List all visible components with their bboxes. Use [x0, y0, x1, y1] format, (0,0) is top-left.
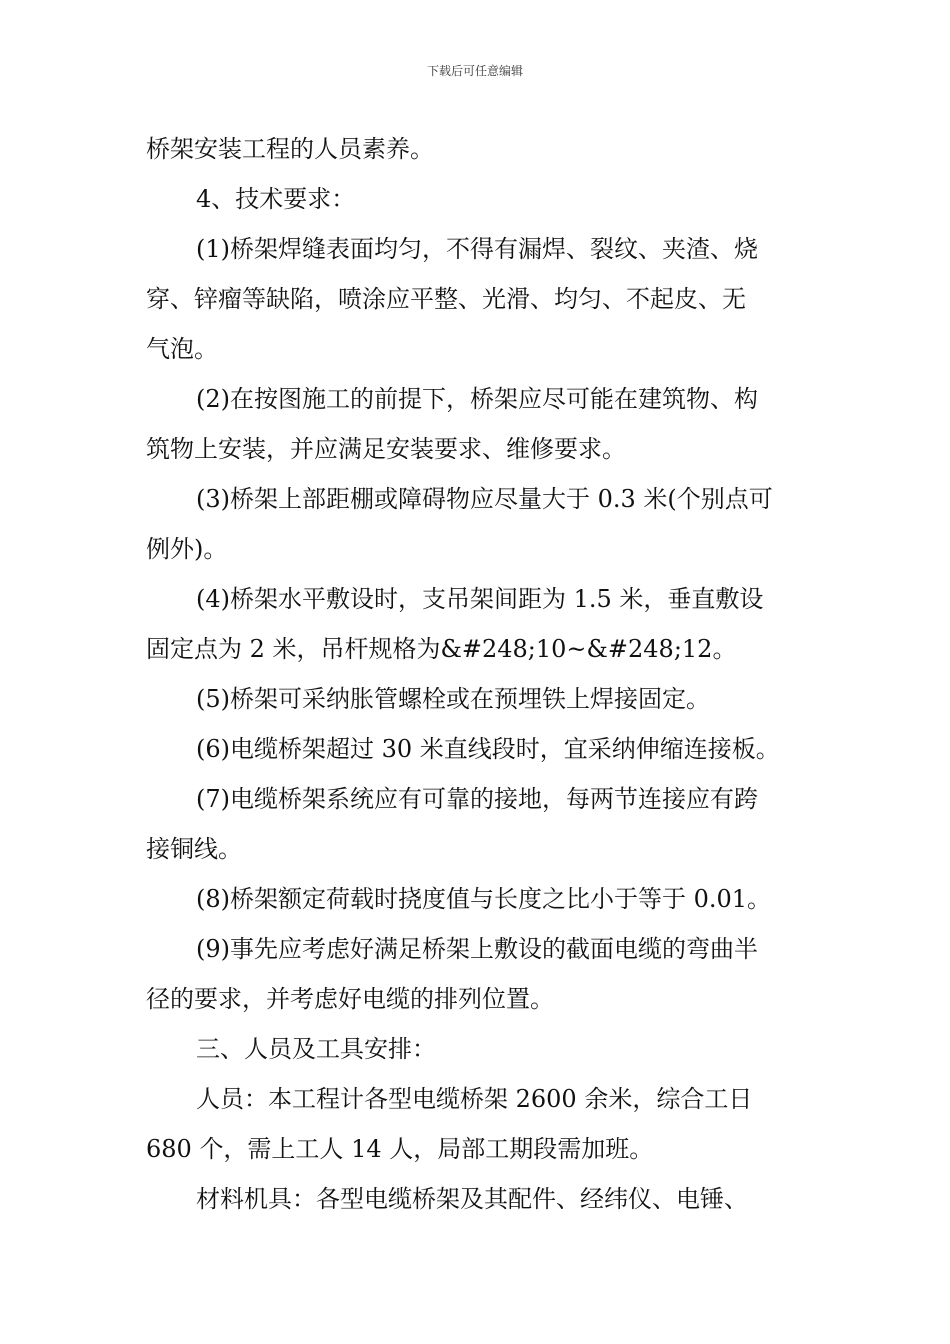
- paragraph: [146, 124, 810, 174]
- text-line: 三、人员及工具安排：: [196, 1035, 436, 1063]
- paragraph: [146, 1024, 810, 1074]
- text-line: 筑物上安装，并应满足安装要求、维修要求。: [146, 435, 626, 463]
- text-line: (3)桥架上部距棚或障碍物应尽量大于 0.3 米(个别点可: [196, 485, 773, 513]
- document-body: [146, 124, 810, 1224]
- paragraph: [146, 874, 810, 924]
- paragraph: [146, 674, 810, 724]
- paragraph: [146, 224, 810, 374]
- text-line: 例外)。: [146, 535, 228, 563]
- paragraph: [146, 774, 810, 874]
- paragraph: [146, 724, 810, 774]
- text-line: (1)桥架焊缝表面均匀，不得有漏焊、裂纹、夹渣、烧: [196, 235, 758, 263]
- paragraph: [146, 1174, 810, 1224]
- paragraph: [146, 1074, 810, 1174]
- text-line: (7)电缆桥架系统应有可靠的接地，每两节连接应有跨: [196, 785, 758, 813]
- text-line: 固定点为 2 米，吊杆规格为&#248;10~&#248;12。: [146, 635, 737, 663]
- text-line: (8)桥架额定荷载时挠度值与长度之比小于等于 0.01。: [196, 885, 772, 913]
- text-line: 气泡。: [146, 335, 218, 363]
- paragraph: [146, 474, 810, 574]
- text-line: 4、技术要求：: [196, 185, 356, 213]
- page-header-watermark: 下载后可任意编辑: [426, 64, 523, 78]
- text-line: (9)事先应考虑好满足桥架上敷设的截面电缆的弯曲半: [196, 935, 758, 963]
- paragraph: [146, 924, 810, 1024]
- text-line: (6)电缆桥架超过 30 米直线段时，宜采纳伸缩连接板。: [196, 735, 780, 763]
- text-line: 材料机具：各型电缆桥架及其配件、经纬仪、电锤、: [196, 1185, 748, 1213]
- text-line: 穿、锌瘤等缺陷，喷涂应平整、光滑、均匀、不起皮、无: [146, 285, 746, 313]
- paragraph: [146, 574, 810, 674]
- text-line: 径的要求，并考虑好电缆的排列位置。: [146, 985, 554, 1013]
- paragraph: [146, 374, 810, 474]
- text-line: 接铜线。: [146, 835, 242, 863]
- text-line: (2)在按图施工的前提下，桥架应尽可能在建筑物、构: [196, 385, 758, 413]
- text-line: (5)桥架可采纳胀管螺栓或在预埋铁上焊接固定。: [196, 685, 710, 713]
- text-line: 桥架安装工程的人员素养。: [146, 135, 434, 163]
- text-line: 人员：本工程计各型电缆桥架 2600 余米，综合工日: [196, 1085, 753, 1113]
- paragraph: [146, 174, 810, 224]
- text-line: (4)桥架水平敷设时，支吊架间距为 1.5 米，垂直敷设: [196, 585, 764, 613]
- text-line: 680 个，需上工人 14 人，局部工期段需加班。: [146, 1135, 654, 1163]
